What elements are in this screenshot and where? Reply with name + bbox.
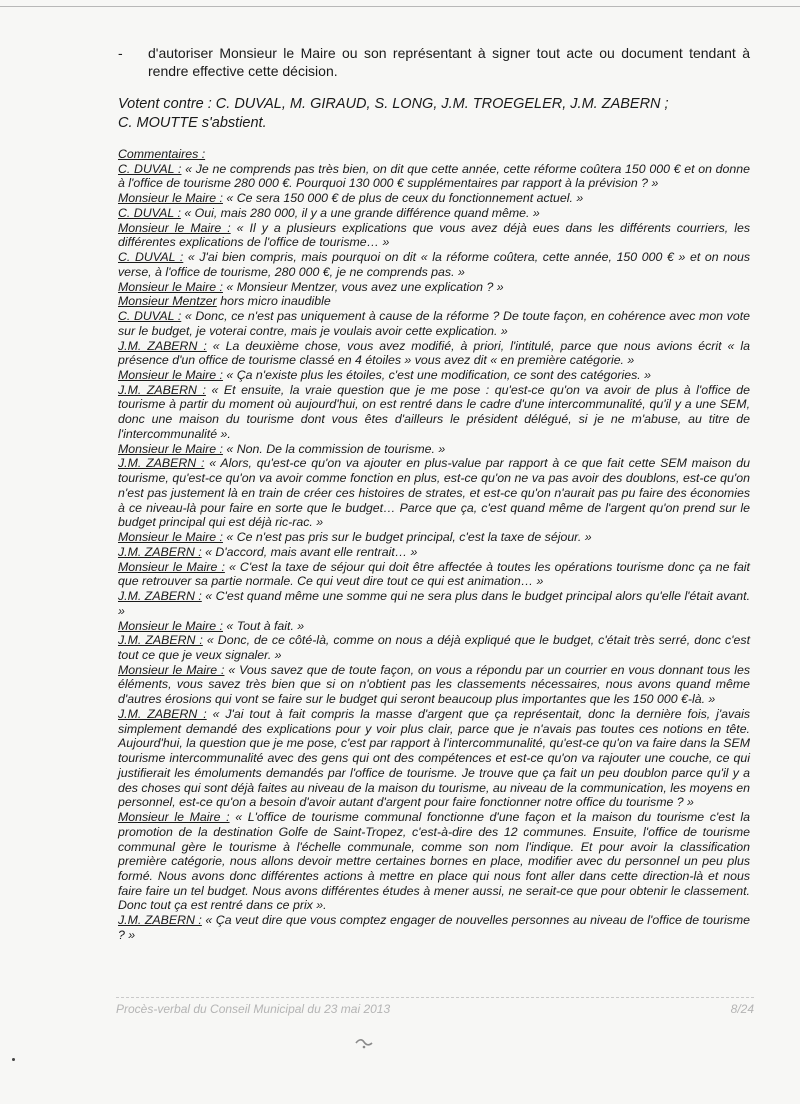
- comment-speaker: J.M. ZABERN :: [118, 913, 202, 928]
- comment-text: « J'ai bien compris, mais pourquoi on dit « la réforme coûtera, cette année, 150 000 € » et on nous verse, à l'office de tourisme, 280 000 €, je ne comprends pas. »: [118, 250, 751, 279]
- vote-abstain-line: C. MOUTTE s'abstient.: [118, 115, 267, 131]
- comment-entry: [118, 206, 750, 221]
- comment-text: « L'office de tourisme communal fonctionne d'une façon et la maison du tourisme c'est la promotion de la destination Golfe de Saint-Tropez, c'est-à-dire des 12 communes. Ensuite, l'office de tourisme communal gère le tourisme à l'échelle communale, comme son nom l'indique. Et pour avoir la classification première catégorie, nous allons devoir mettre certaines bornes en place, modifier avec du personnel un peu plus formé. Nous avons donc différentes actions à mettre en place qui nous font aller dans cette direction-là et nous faire faire un tel budget. Nous avons différentes études à mener aussi, ne serait-ce que pour obtenir le classement. Donc tout ça est rentré dans ce prix ».: [118, 810, 750, 913]
- comment-speaker: C. DUVAL :: [118, 309, 182, 324]
- comment-entry: [118, 294, 750, 309]
- comment-entry: [118, 309, 750, 338]
- bullet-text: d'autoriser Monsieur le Maire ou son représentant à signer tout acte ou document tendant à rendre effective cette décision.: [148, 45, 750, 79]
- comment-text: hors micro inaudible: [216, 294, 331, 309]
- comment-speaker: Monsieur le Maire :: [118, 191, 223, 206]
- comment-speaker: Monsieur le Maire :: [118, 662, 225, 677]
- comment-speaker: C. DUVAL :: [118, 205, 181, 220]
- comment-text: « Il y a plusieurs explications que vous avez déjà eues dans les différents courriers, les différentes explications de l'office de tourisme… »: [118, 220, 750, 250]
- comments-heading: Commentaires :: [118, 147, 206, 161]
- comment-entry: [118, 633, 750, 662]
- comment-text: « Monsieur Mentzer, vous avez une explication ? »: [222, 279, 504, 294]
- comment-speaker: Monsieur le Maire :: [118, 810, 230, 825]
- comment-entry: [118, 191, 750, 206]
- comment-speaker: J.M. ZABERN :: [118, 633, 203, 648]
- footer-title: Procès-verbal du Conseil Municipal du 23 mai 2013: [116, 1002, 391, 1016]
- comment-text: « La deuxième chose, vous avez modifié, à priori, l'intitulé, parce que nous avions écrit « la présence d'un office de tourisme classé en 4 étoiles » vous avez dit « en première catégorie. »: [118, 338, 750, 368]
- footer-divider: [116, 997, 754, 998]
- comment-text: « Tout à fait. »: [222, 618, 305, 633]
- scan-smudge-icon: [353, 1036, 375, 1050]
- comment-text: « C'est quand même une somme qui ne sera plus dans le budget principal alors qu'elle l'était avant. »: [118, 589, 750, 618]
- comment-speaker: Monsieur Mentzer: [118, 294, 217, 309]
- comment-entry: [118, 456, 750, 530]
- comment-speaker: Monsieur le Maire :: [118, 530, 223, 545]
- comment-entry: [118, 221, 750, 250]
- page-number: 8/24: [730, 1002, 754, 1016]
- comment-speaker: C. DUVAL :: [118, 161, 182, 176]
- comment-text: « Ça n'existe plus les étoiles, c'est une modification, ce sont des catégories. »: [222, 368, 652, 383]
- comment-text: « Alors, qu'est-ce qu'on va ajouter en plus-value par rapport à ce que fait cette SEM maison du tourisme, qu'est-ce qu'on va avoir comme fonction en plus, est-ce qu'on ne va pas avoir des doublons, est-ce qu'on n'est pas justement là en train de créer ces histoires de strates, et est-ce qu'on n'aurait pas pu faire des économies à ce niveau-là pour faire en sorte que le budget… Parce que ça, c'est quand même de l'argent qu'on prend sur le budget principal qui est déjà ric-rac. »: [118, 456, 750, 530]
- comment-speaker: Monsieur le Maire :: [118, 279, 223, 294]
- comment-entry: [118, 810, 750, 913]
- comment-entry: [118, 339, 750, 368]
- comment-entry: [118, 707, 750, 810]
- comment-speaker: Monsieur le Maire :: [118, 220, 231, 235]
- comment-entry: [118, 442, 750, 457]
- comment-entry: [118, 913, 750, 942]
- comment-speaker: J.M. ZABERN :: [118, 456, 205, 471]
- comment-entry: [118, 162, 750, 191]
- comment-entry: [118, 530, 750, 545]
- comment-speaker: Monsieur le Maire :: [118, 368, 223, 383]
- bullet-dash: -: [118, 45, 123, 61]
- comment-text: « Vous savez que de toute façon, on vous a répondu par un courrier en vous donnant tous les éléments, vous savez très bien que si on n'obtient pas les classements nécessaires, nous avons quand même d'autres érosions qui vont se faire sur le budget qui seront beaucoup plus importantes que les 150 000 €-là. »: [118, 662, 750, 707]
- comment-speaker: C. DUVAL :: [118, 250, 184, 265]
- comments-section: [118, 147, 750, 943]
- comment-speaker: Monsieur le Maire :: [118, 559, 225, 574]
- vote-against-line: Votent contre : C. DUVAL, M. GIRAUD, S. LONG, J.M. TROEGELER, J.M. ZABERN ;: [118, 96, 669, 112]
- comment-speaker: J.M. ZABERN :: [118, 706, 207, 721]
- vote-summary: [118, 95, 758, 133]
- comment-speaker: J.M. ZABERN :: [118, 338, 207, 353]
- comment-speaker: J.M. ZABERN :: [118, 589, 202, 604]
- comment-entry: [118, 250, 750, 279]
- scan-speck: [12, 1058, 15, 1061]
- comment-entry: [118, 383, 750, 442]
- comment-text: « Ce n'est pas pris sur le budget principal, c'est la taxe de séjour. »: [222, 530, 592, 545]
- comment-text: « Je ne comprends pas très bien, on dit que cette année, cette réforme coûtera 150 000 € et on donne à l'office de tourisme 280 000 €. Pourquoi 130 000 € supplémentaires par rapport à la prévision ? »: [118, 161, 751, 191]
- top-edge-line: [0, 6, 800, 7]
- comment-entry: [118, 560, 750, 589]
- comment-speaker: Monsieur le Maire :: [118, 441, 223, 456]
- comment-text: « Ça veut dire que vous comptez engager de nouvelles personnes au niveau de l'office de tourisme ? »: [118, 913, 751, 942]
- comment-speaker: J.M. ZABERN :: [118, 544, 202, 559]
- comment-text: « Non. De la commission de tourisme. »: [222, 441, 446, 456]
- comment-text: « Ce sera 150 000 € de plus de ceux du fonctionnement actuel. »: [222, 191, 584, 206]
- comment-text: « D'accord, mais avant elle rentrait… »: [201, 544, 418, 559]
- comment-text: « Donc, ce n'est pas uniquement à cause de la réforme ? De toute façon, en cohérence avec mon vote sur le budget, je voterai contre, mais je voulais avoir cette explication. »: [118, 309, 750, 338]
- comment-text: « Et ensuite, la vraie question que je me pose : qu'est-ce qu'on va avoir de plus à l'office de tourisme à partir du moment où aujourd'hui, on est rentré dans le cadre d'une intercommunalité, qu'il y a une SEM, donc une maison du tourisme dont vous êtes d'ailleurs le président délégué, si je ne m'abuse, au titre de l'intercommunalité ».: [118, 382, 751, 441]
- comment-entry: [118, 589, 750, 618]
- bullet-item: [118, 44, 750, 80]
- comment-text: « C'est la taxe de séjour qui doit être affectée à toutes les opérations tourisme donc ça ne fait que retrouver sa partie normale. Ce qui veut dire tout ce qui est animation… »: [118, 559, 750, 589]
- comment-speaker: J.M. ZABERN :: [118, 382, 206, 397]
- comment-text: « Oui, mais 280 000, il y a une grande différence quand même. »: [180, 205, 540, 220]
- comment-entry: [118, 663, 750, 707]
- comment-text: « Donc, de ce côté-là, comme on nous a déjà expliqué que le budget, c'était très serré, donc c'est tout ce que je veux signaler. »: [118, 633, 751, 662]
- comment-speaker: Monsieur le Maire :: [118, 618, 223, 633]
- comment-text: « J'ai tout à fait compris la masse d'argent que ça représentait, donc la dernière fois, j'avais simplement demandé des explications pour y voir plus clair, parce que je n'avais pas toutes ces notions en tête. Aujourd'hui, la question que je me pose, c'est par rapport à l'intercommunalité, qu'est-ce qu'on va faire dans la SEM tourisme intercommunalité avec des gens qui ont des compétences et est-ce qu'on va rajouter une couche, ce qui justifierait les émoluments demandés par l'office de tourisme. Je trouve que ça fait un peu doublon parce qu'il y a des choses qui sont déjà faites au niveau de la maison du tourisme, au niveau de la communication, les moyens en personnel, est-ce qu'on a besoin d'avoir autant d'argent pour faire fonctionner notre office du tourisme ? »: [118, 706, 750, 810]
- comment-entry: [118, 545, 750, 560]
- comment-entry: [118, 619, 750, 634]
- comment-entry: [118, 280, 750, 295]
- comment-entry: [118, 368, 750, 383]
